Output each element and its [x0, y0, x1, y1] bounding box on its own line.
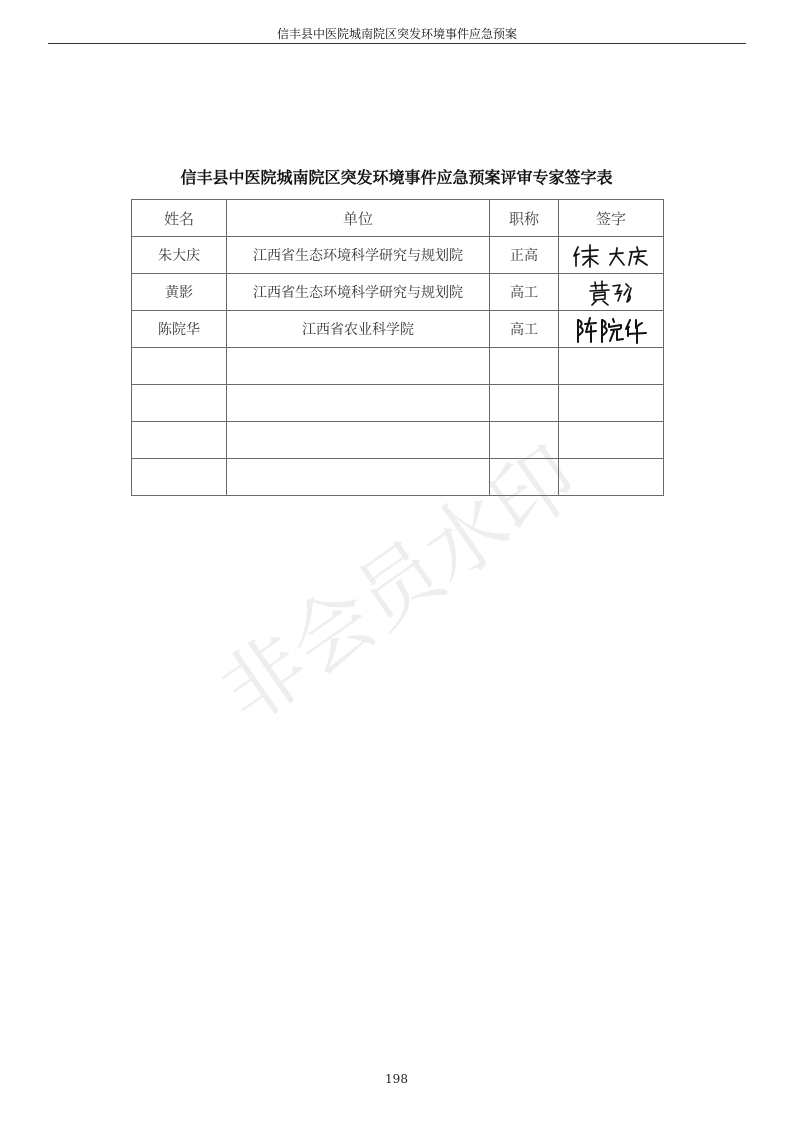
- table-header-row: [132, 200, 664, 237]
- column-header-name: 姓名: [132, 200, 227, 237]
- name-cell: 朱大庆: [132, 237, 227, 274]
- signature-cell: [559, 311, 664, 348]
- column-header-signature: 签字: [559, 200, 664, 237]
- page-number: 198: [385, 1072, 408, 1086]
- table-row: [132, 274, 664, 311]
- signature-cell: [559, 385, 664, 422]
- unit-cell: 江西省农业科学院: [227, 311, 490, 348]
- unit-cell: [227, 385, 490, 422]
- running-header: 信丰县中医院城南院区突发环境事件应急预案: [276, 27, 517, 41]
- table-row: [132, 311, 664, 348]
- name-cell: [132, 422, 227, 459]
- handwritten-signature: [566, 314, 656, 344]
- handwritten-signature: [566, 240, 656, 270]
- unit-cell: 江西省生态环境科学研究与规划院: [227, 274, 490, 311]
- rank-cell: 高工: [490, 311, 559, 348]
- table-row: [132, 348, 664, 385]
- rank-cell: [490, 459, 559, 496]
- rank-cell: [490, 348, 559, 385]
- signature-cell: [559, 274, 664, 311]
- column-header-rank: 职称: [490, 200, 559, 237]
- name-cell: [132, 348, 227, 385]
- name-cell: [132, 385, 227, 422]
- table-row: [132, 385, 664, 422]
- table-row: [132, 422, 664, 459]
- rank-cell: [490, 422, 559, 459]
- rank-cell: 正高: [490, 237, 559, 274]
- handwritten-signature: [566, 277, 656, 307]
- unit-cell: [227, 422, 490, 459]
- unit-cell: [227, 348, 490, 385]
- signature-cell: [559, 422, 664, 459]
- rank-cell: [490, 385, 559, 422]
- expert-signature-table: [131, 199, 664, 496]
- signature-cell: [559, 348, 664, 385]
- watermark: 非会员水印: [204, 429, 595, 743]
- table-row: [132, 459, 664, 496]
- rank-cell: 高工: [490, 274, 559, 311]
- name-cell: 黄影: [132, 274, 227, 311]
- column-header-unit: 单位: [227, 200, 490, 237]
- signature-cell: [559, 237, 664, 274]
- document-title: 信丰县中医院城南院区突发环境事件应急预案评审专家签字表: [180, 168, 613, 187]
- unit-cell: [227, 459, 490, 496]
- header-rule: [48, 43, 746, 44]
- signature-cell: [559, 459, 664, 496]
- table-row: [132, 237, 664, 274]
- unit-cell: 江西省生态环境科学研究与规划院: [227, 237, 490, 274]
- name-cell: 陈院华: [132, 311, 227, 348]
- name-cell: [132, 459, 227, 496]
